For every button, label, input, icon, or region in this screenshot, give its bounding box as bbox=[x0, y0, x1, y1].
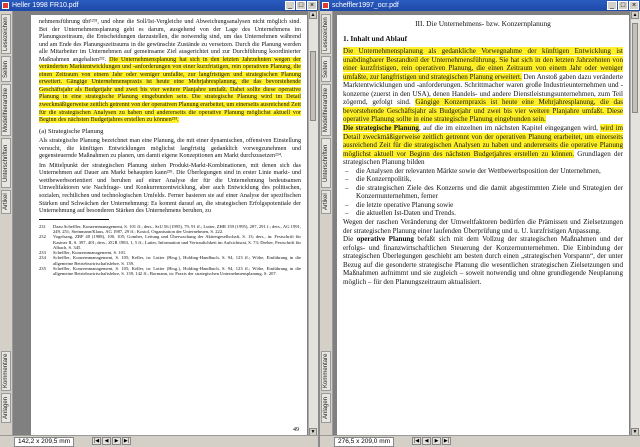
scroll-down-icon[interactable]: ▼ bbox=[632, 429, 638, 435]
left-window-title: Heller 1998 FR10.pdf bbox=[12, 2, 79, 9]
tab-modellhierarchie[interactable]: Modellhierarchie bbox=[1, 84, 11, 136]
pdf-icon bbox=[2, 2, 9, 9]
close-icon[interactable]: × bbox=[629, 1, 639, 10]
left-window-controls bbox=[285, 1, 317, 10]
tab-kommentare[interactable]: Kommentare bbox=[321, 351, 331, 391]
right-highlight-4: wird im Detail zweckmäßigerweise zeitlich getrennt von der operativen Planung erarbeitet, um einerseits ausreichend Zeit für die strategischen Analysen zu haben und andererseits die operative Planung möglichst aktuell vor Beginn des nächsten Budgetjahres erstellen zu können. bbox=[343, 124, 624, 158]
footnote-text: Dazu Scheffler, Konzernmanagement, S. 101 ff.; ders., SzU 56 (1995), 79, 91 ff.; Lutter, ZHR 159 (1995), 287, 291 f.; ders., AG 1991, 249, 251; Steinmann/Klaus, AG 1987, 29 ff.; Kostol, Organisation der Unternehmen, S. 222. bbox=[53, 223, 301, 234]
last-page-icon[interactable]: ▶| bbox=[123, 438, 130, 444]
right-paragraph-2-plain-a: , auf die im einzelnen im nächsten Kapitel eingegangen wird, bbox=[418, 124, 601, 133]
scroll-down-icon[interactable]: ▼ bbox=[310, 429, 316, 435]
first-page-icon[interactable]: |◀ bbox=[413, 438, 420, 444]
next-page-icon[interactable]: ▶ bbox=[432, 437, 441, 445]
right-pdf-page bbox=[337, 15, 629, 436]
prev-page-icon[interactable]: ◀ bbox=[102, 437, 111, 445]
right-highlight-1: Die Unternehmensplanung als gedankliche Vorwegnahme der künftigen Entwicklung ist unabdingbarer Bestandteil der Unternehmensführung. Sie hat sich in den letzten Jahrzehnten von einer kurzfristigen, rein operativen Planung, die einen Zeitraum von einem Jahr oder weniger umfaßte, zur langfristigen und strategischen Planung erweitert. bbox=[343, 47, 623, 81]
footnote bbox=[39, 234, 301, 250]
operative-planung-term: operative Planung bbox=[356, 235, 414, 244]
left-paragraph-3: Im Mittelpunkt der strategischen Planung stehen Produkt-Markt-Kombinationen, mit denen sich das Unternehmen auf Dauer am Markt behaupten kann²³⁵. Die Überlegungen sind in erster Linie markt- und wettbewerbsorientiert und beruhen auf einer Analyse der für die Unternehmung bedeutsamen Umweltfaktoren wie Nachfrage- und Konkurrenzentwicklung, aber auch Entwicklung des politischen, sozialen, rechtlichen und technologischen Umfelds. Ferner basieren sie auf einer Analyse der spezifischen Stärken und Schwächen der Unternehmung: Es kommt darauf an, die strategischen Erfolgspotentiale der Unternehmung auf besonderen Stärken des Unternehmens beruhen, zu bbox=[39, 162, 301, 215]
page-navigation bbox=[92, 437, 131, 445]
right-page-text bbox=[343, 17, 623, 286]
scroll-up-icon[interactable]: ▲ bbox=[632, 12, 638, 18]
first-page-icon[interactable]: |◀ bbox=[93, 438, 100, 444]
left-pdf-page bbox=[31, 15, 307, 436]
right-title-bar[interactable] bbox=[320, 0, 640, 11]
left-navigation-tabs bbox=[0, 11, 13, 436]
footnote bbox=[39, 224, 301, 235]
left-title-bar[interactable] bbox=[0, 0, 318, 11]
tab-artikel[interactable]: Artikel bbox=[1, 190, 11, 214]
right-paragraph-4-lead: Die bbox=[343, 235, 357, 244]
left-page-text bbox=[39, 19, 301, 277]
minimize-icon[interactable]: _ bbox=[607, 1, 617, 10]
footnote-text: Scheffler, Konzernmanagement, S. 105; Keller, in: Lutter (Hrsg.), Holding-Handbuch, S. 94, 123 ff.; Wöhe, Einführung in die allgemeine Betriebswirtschaftslehre, S. 139. bbox=[53, 255, 301, 266]
right-paragraph-2-plain-b: Grundlagen der strategischen Planung bilden bbox=[343, 149, 623, 167]
right-paragraph-1 bbox=[343, 47, 623, 124]
right-document-area[interactable] bbox=[333, 11, 631, 436]
close-icon[interactable]: × bbox=[307, 1, 317, 10]
scroll-thumb[interactable] bbox=[632, 23, 638, 113]
scroll-up-icon[interactable]: ▲ bbox=[310, 12, 316, 18]
page-size-readout: 142,2 x 209,5 mm bbox=[14, 437, 74, 447]
left-paragraph-1-plain: nehmensführung übt¹²³¹, und ohne die Soll/Ist-Vergleiche und Abweichungsanalysen nicht möglich sind. Bei der Unternehmensplanung geht es darum, ausgehend von der Lage des Unternehmens im Planungszeitraum, die Entscheidungen darzustellen, die notwendig sind, um das Unternehmen während und am Ende des Planungszeitraums in die gewünschte Zustände zu versetzen. Durch die Planung werden alle Mitarbeiter im Unternehmen auf gemeinsame Ziel ausgerichtet und zur Durchführung koordinierter Maßnahmen angehalten²³². bbox=[39, 19, 301, 63]
tab-kommentare[interactable]: Kommentare bbox=[1, 351, 11, 391]
last-page-icon[interactable]: ▶| bbox=[443, 438, 450, 444]
left-vertical-scrollbar[interactable] bbox=[308, 11, 318, 436]
right-navigation-tabs bbox=[320, 11, 333, 436]
page-number: 49 bbox=[293, 427, 299, 433]
prev-page-icon[interactable]: ◀ bbox=[422, 437, 431, 445]
right-pdf-window bbox=[320, 0, 640, 447]
right-window-controls bbox=[607, 1, 639, 10]
tab-unterschriften[interactable]: Unterschriften bbox=[321, 138, 331, 188]
maximize-icon[interactable]: □ bbox=[296, 1, 306, 10]
list-item: – die aktuellen Ist-Daten und Trends. bbox=[343, 209, 623, 218]
right-vertical-scrollbar[interactable] bbox=[630, 11, 640, 436]
right-paragraph-4-body: befaßt sich mit dem Vollzug der strategischen Maßnahmen und der erfolgs- und finanzwirtschaftlichen Steuerung der Konzernunternehmen. Die Einbindung der strategischen Überlegungen geschieht am besten durch einen „strategischen Vorspann“, der unter Bezug auf die gesonderte strategische Planung die wesentlichen strategischen Zielsetzungen und Maßnahmen aufnimmt und sie zugleich – soweit notwendig und ohne grundlegende Neuplanung möglich – für den Planungszeitraum aktualisiert. bbox=[343, 235, 623, 286]
tab-anlagen[interactable]: Anlagen bbox=[1, 393, 11, 423]
right-highlight-2: Gängige Konzernpraxis ist heute eine Mehrjahresplanung, die das bevorstehende Geschäftsjahr als Budgetjahr und zwei bis vier weitere Planjahre umfaßt. Diese operative Planung sollte in eine strategische Planung eingebunden sein. bbox=[343, 98, 623, 124]
tab-lesezeichen[interactable]: Lesezeichen bbox=[1, 14, 11, 54]
right-paragraph-1-plain: Den Anstoß gaben dazu veränderte Marktentwicklungen und -anforderungen. Schrittmacher waren große Industrieunternehmen und -konzerne (zuerst in den USA), denen Handels- und andere Dienstleistungsunternehmen, zum Teil zögernd, gefolgt sind. bbox=[343, 72, 623, 107]
pdf-icon bbox=[322, 2, 329, 9]
list-item: – die Konzernpolitik, bbox=[343, 175, 623, 184]
footnote-number: 234 bbox=[39, 255, 46, 261]
footnote-text: Scheffler, Konzernmanagement, S. 101. bbox=[53, 250, 127, 256]
footnote-text: Vogelsang, ZBF 40 (1988), 100, 105; Gomber, Leitung und Überwachung der Aktiengesellschaft, S. 13; ders., in: Festschrift für Kastner II, S. 397, 401; ders., ZGR 1983, 1, 5 ff.; Lutter, Information und Vertraulichkeit im Aufsichtsrat, S. 73; Dreher, Festschrift für Albach, S. 345. bbox=[53, 234, 301, 250]
tab-modellhierarchie[interactable]: Modellhierarchie bbox=[321, 84, 331, 136]
footnote-number: 235 bbox=[39, 266, 46, 272]
tab-anlagen[interactable]: Anlagen bbox=[321, 393, 331, 423]
footnote bbox=[39, 266, 301, 277]
left-status-bar bbox=[0, 435, 318, 447]
left-document-area[interactable] bbox=[13, 11, 309, 436]
page-navigation bbox=[412, 437, 451, 445]
footnote-number: 232 bbox=[39, 234, 46, 240]
tab-lesezeichen[interactable]: Lesezeichen bbox=[321, 14, 331, 54]
footnote-number: 231 bbox=[39, 223, 46, 229]
next-page-icon[interactable]: ▶ bbox=[112, 437, 121, 445]
footnotes bbox=[39, 224, 301, 277]
left-paragraph-2: Als strategische Planung bezeichnet man eine Planung, die mit einer dynamischen, offensiven Einstellung versucht, die künftigen Entwicklungen möglichst langfristig gedanklich vorwegzunehmen und gegensteuernde Maßnahmen zu planen, um damit eigene Konzeptionen am Markt durchzusetzen²³⁴. bbox=[39, 138, 301, 160]
footnote-number: 233 bbox=[39, 250, 46, 256]
right-highlight-3: Die strategische Planung bbox=[343, 124, 419, 133]
tab-seiten[interactable]: Seiten bbox=[321, 56, 331, 82]
footnote bbox=[39, 255, 301, 266]
tab-seiten[interactable]: Seiten bbox=[1, 56, 11, 82]
footnote-divider bbox=[39, 219, 109, 220]
basis-list bbox=[343, 167, 623, 218]
list-item: – die Analysen der relevanten Märkte sowie der Wettbewerbsposition der Unternehmen, bbox=[343, 167, 623, 176]
right-paragraph-3: Wegen der raschen Veränderung der Umweltfaktoren bedürfen die Prämissen und Zielsetzungen der strategischen Planung einer laufenden Überprüfung und u. U. kurzfristigen Anpassung. bbox=[343, 218, 623, 235]
left-highlight-1: Die Unternehmensplanung hat sich in den letzten Jahrzehnten wegen der veränderten Marktentwicklungen und -anforderungen von einer kurzfristigen, rein operativen Planung, die einen Zeitraum von einem Jahr oder weniger umfaßte, zur langfristigen und strategischen Planung erweitert. Gängige Unternehmenspraxis ist heute eine Mehrjahresplanung, die das bevorstehende Geschäftsjahr als Budgetjahr und zwei bis vier weitere Planjahre umfaßt. Dabei sollte diese operative Planung in eine strategische Planung eingebunden sein. Die strategische Planung wird im Detail zweckmäßigerweise zeitlich getrennt von der operativen Planung erarbeitet, um einerseits ausreichend Zeit für die strategischen Analysen zu haben und andererseits die operative Planung möglichst aktuell vor Beginn des nächsten Budgetjahres erstellen zu können²³³. bbox=[39, 56, 301, 124]
minimize-icon[interactable]: _ bbox=[285, 1, 295, 10]
list-item: – die strategischen Ziele des Konzerns und die damit abgestimmten Ziele und Strategien der Konzernunternehmen, ferner bbox=[343, 184, 623, 201]
left-paragraph-1 bbox=[39, 19, 301, 125]
tab-unterschriften[interactable]: Unterschriften bbox=[1, 138, 11, 188]
right-window-title: scheffler1997_ocr.pdf bbox=[332, 2, 399, 9]
left-section-heading: (a) Strategische Planung bbox=[39, 127, 104, 135]
page-size-readout: 276,5 x 209,0 mm bbox=[334, 437, 394, 447]
tab-artikel[interactable]: Artikel bbox=[321, 190, 331, 214]
list-item: – die letzte operative Planung sowie bbox=[343, 201, 623, 210]
right-status-bar bbox=[320, 435, 640, 447]
footnote-text: Scheffler, Konzernmanagement, S. 105; Keller, in: Lutter (Hrsg.), Holding-Handbuch, S. 94, 123 ff.; Wöhe, Einführung in die allgemeine Betriebswirtschaftslehre, S. 139, 142 ff.; Bormann, in: Praxis der strategischen Unternehmensplanung, S. 207. bbox=[53, 266, 301, 277]
chapter-title: III. Die Unternehmens- bzw. Konzernplanung bbox=[415, 19, 551, 28]
right-paragraph-4 bbox=[343, 235, 623, 286]
section-title: 1. Inhalt und Ablauf bbox=[343, 33, 408, 43]
right-paragraph-2 bbox=[343, 124, 623, 167]
maximize-icon[interactable]: □ bbox=[618, 1, 628, 10]
scroll-thumb[interactable] bbox=[310, 51, 316, 121]
